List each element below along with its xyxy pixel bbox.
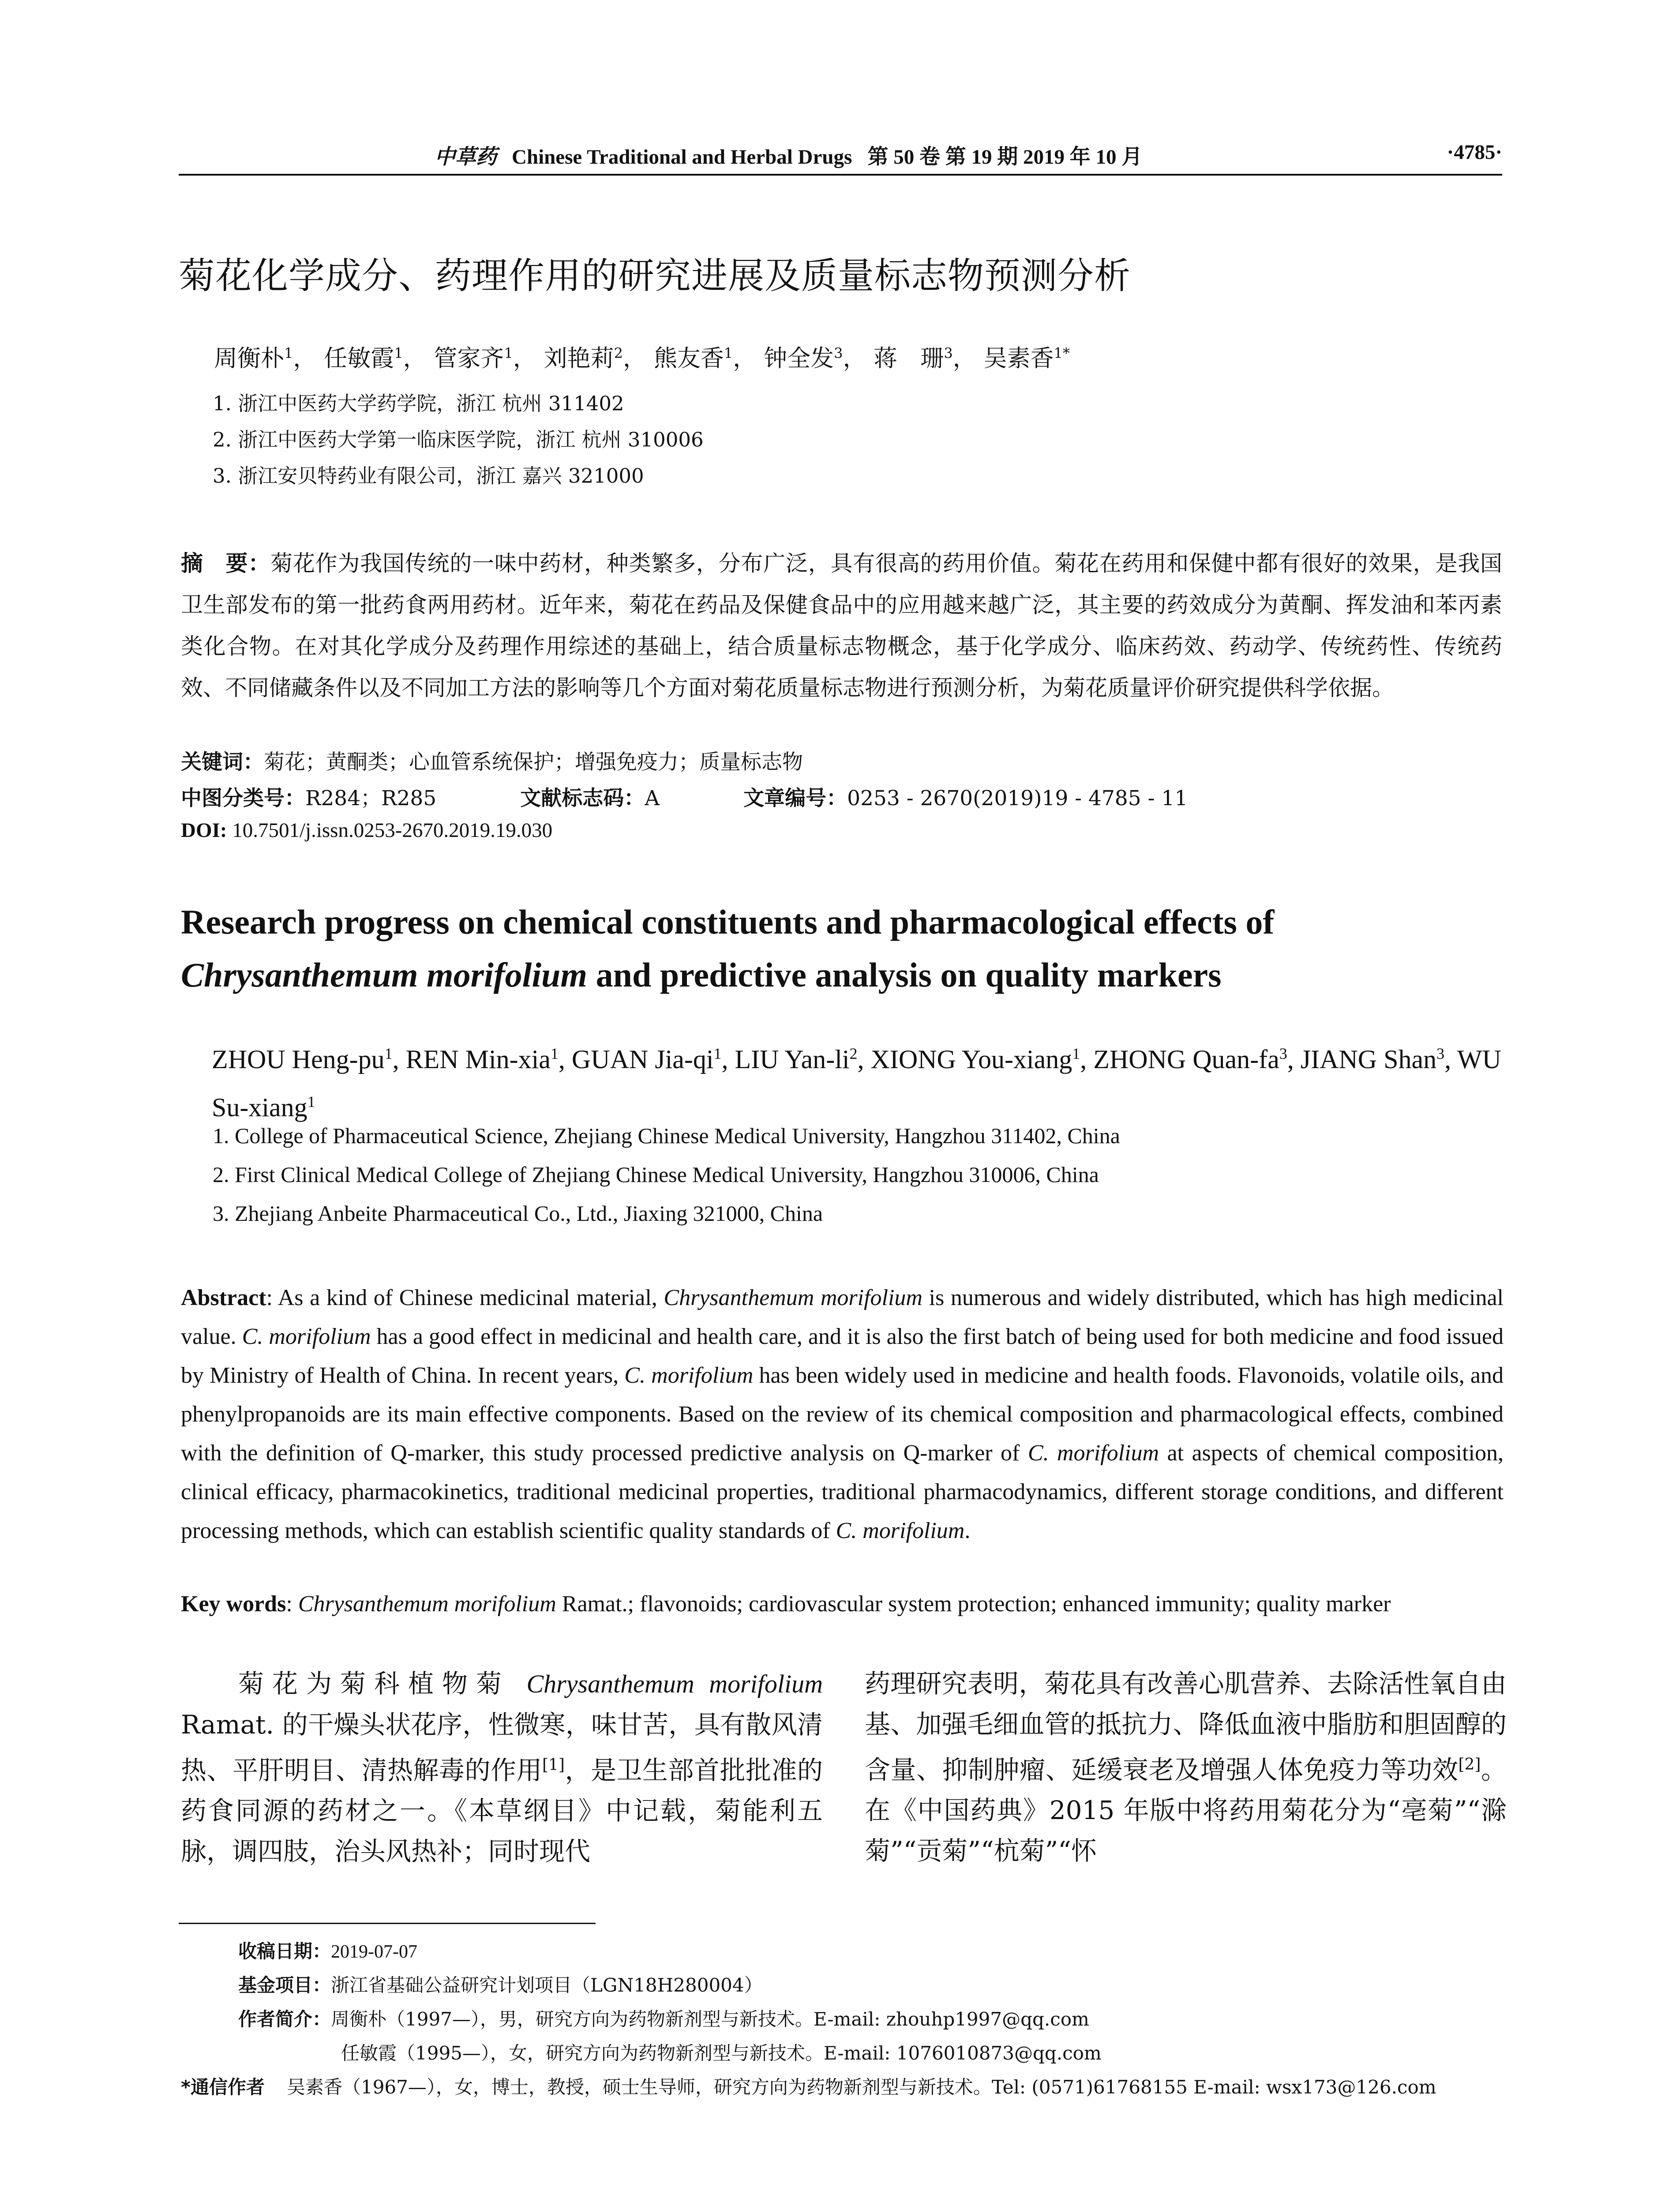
abstract-text-en: : As a kind of Chinese medicinal material, bbox=[266, 1285, 664, 1310]
species-name: Chrysanthemum morifolium bbox=[298, 1591, 556, 1617]
received-label: 收稿日期： bbox=[238, 1940, 331, 1962]
species-name: Chrysanthemum morifolium bbox=[526, 1670, 823, 1698]
abstract-text-cn: 菊花作为我国传统的一味中药材，种类繁多，分布广泛，具有很高的药用价值。菊花在药用和保健中都有很好的效果，是我国卫生部发布的第一批药食两用药材。近年来，菊花在药品及保健食品中的应用越来越广泛，其主要的药效成分为黄酮、挥发油和苯丙素类化合物。在对其化学成分及药理作用综述的基础上，结合质量标志物概念，基于化学成分、临床药效、药动学、传统药性、传统药效、不同储藏条件以及不同加工方法的影响等几个方面对菊花质量标志物进行预测分析，为菊花质量评价研究提供科学依据。 bbox=[181, 551, 1503, 701]
keywords-cn bbox=[181, 746, 803, 775]
keywords-en bbox=[181, 1591, 1391, 1617]
page-number: ·4785· bbox=[1447, 141, 1502, 164]
journal-issue: 第 50 卷 第 19 期 2019 年 10 月 bbox=[867, 146, 1143, 169]
affiliation-en-2: 2. First Clinical Medical College of Zhejiang Chinese Medical University, Hangzhou 310006, China bbox=[213, 1162, 1099, 1187]
header-divider bbox=[179, 174, 1502, 176]
author-list-en: ZHOU Heng-$pu^1$, REN Min-xia$^1$, GUAN Jia-$qi^1$, LIU Yan-$li^2$, XIONG You-xiang$^1$, ZHONG Quan-$fa^3$, JIANG Shan$^3$, WU Su-xiang$^1$ bbox=[212, 1045, 1501, 1122]
body-text: 。在《中国药典》2015 年版中将药用菊花分为“亳菊”“滁菊”“贡菊”“杭菊”“怀 bbox=[865, 1755, 1507, 1866]
doi-label: DOI: bbox=[181, 819, 227, 842]
abstract-label-cn: 摘 要： bbox=[181, 551, 271, 576]
body-column-left bbox=[181, 1663, 823, 1872]
author-affiliation-mark: 1 bbox=[394, 345, 403, 362]
author-affiliation-mark: 1 bbox=[713, 1045, 722, 1062]
keywords-text-en: Ramat.; flavonoids; cardiovascular system protection; enhanced immunity; quality marker bbox=[556, 1591, 1391, 1617]
species-name: C. morifolium bbox=[1028, 1441, 1159, 1466]
author-name-en: WU Su-xiang bbox=[212, 1045, 1501, 1122]
author-affiliation-mark: 3 bbox=[944, 345, 953, 362]
author-affiliation-mark: 1 bbox=[724, 345, 733, 362]
journal-header bbox=[435, 140, 1142, 170]
affiliation-en-1: 1. College of Pharmaceutical Science, Zhejiang Chinese Medical University, Hangzhou 311402, China bbox=[213, 1123, 1120, 1148]
author-affiliation-mark: 1 bbox=[504, 345, 513, 362]
species-name: Chrysanthemum morifolium bbox=[664, 1285, 922, 1310]
abstract-text-en: at aspects of chemical composition, clinical efficacy, pharmacokinetics, traditional medicinal properties, traditional pharmacodynamics, different storage conditions, and different processing methods, which can establish scientific quality standards of bbox=[181, 1441, 1504, 1543]
title-en-species: Chrysanthemum morifolium bbox=[181, 956, 588, 994]
footnote-corresponding bbox=[181, 2073, 1436, 2099]
fund-label: 基金项目： bbox=[238, 1974, 331, 1996]
author-bio-label: 作者简介： bbox=[238, 2008, 331, 2030]
body-text: ，是卫生部首批批准的药食同源的药材之一。《本草纲目》中记载，菊能利五脉，调四肢，治头风热补；同时现代 bbox=[181, 1755, 823, 1867]
author-name-en: ZHOU Heng-pu bbox=[212, 1045, 385, 1074]
body-text: 菊花为菊科植物菊 bbox=[238, 1669, 527, 1699]
body-column-right bbox=[865, 1663, 1507, 1871]
author-affiliation-mark: 1 bbox=[284, 345, 293, 362]
footnote-author-1 bbox=[238, 2005, 1089, 2031]
author-name-en: JIANG Shan bbox=[1300, 1045, 1437, 1074]
author-name-cn: 吴素香 bbox=[983, 345, 1054, 372]
corresponding-text: 吴素香（1967—），女，博士，教授，硕士生导师，研究方向为药物新剂型与新技术。Tel: (0571)61768155 E-mail: wsx173@126.com bbox=[286, 2076, 1436, 2098]
author-affiliation-mark: 1 bbox=[1072, 1045, 1080, 1062]
species-name: C. morifolium bbox=[242, 1324, 371, 1349]
abstract-text-en: has been widely used in medicine and health foods. Flavonoids, volatile oils, and phenylpropanoids are its main effective components. Based on the review of its chemical composition and pharmacological effects, combined with the definition of Q-marker, this study processed predictive analysis on Q-marker of bbox=[181, 1363, 1504, 1466]
author-name-en: REN Min-xia bbox=[405, 1045, 551, 1074]
footnote-received bbox=[238, 1937, 417, 1963]
affiliation-en-3: 3. Zhejiang Anbeite Pharmaceutical Co., Ltd., Jiaxing 321000, China bbox=[213, 1201, 823, 1226]
author-name-cn: 管家齐 bbox=[434, 345, 504, 372]
article-title-en bbox=[181, 896, 1504, 1002]
body-text: Ramat. 的干燥头状花序，性微寒，味甘苦，具有散风清热、平肝明目、清热解毒的作用 bbox=[181, 1710, 823, 1786]
footnote-fund bbox=[238, 1971, 763, 1997]
author-name-en: GUAN Jia-qi bbox=[571, 1045, 714, 1074]
citation-ref[interactable]: [1] bbox=[542, 1756, 565, 1774]
journal-name-cn: 中草药 bbox=[435, 145, 497, 169]
author-affiliation-mark: 1 bbox=[307, 1093, 315, 1111]
citation-ref[interactable]: [2] bbox=[1458, 1756, 1481, 1774]
abstract-text-en: is numerous and widely distributed, which has high medicinal value. bbox=[181, 1285, 1504, 1349]
author-name-cn: 周衡朴 bbox=[214, 345, 284, 372]
keywords-separator: : bbox=[286, 1591, 298, 1617]
doc-code-value: A bbox=[645, 786, 660, 810]
author-affiliation-mark: 2 bbox=[614, 345, 623, 362]
author-name-en: XIONG You-xiang bbox=[870, 1045, 1072, 1074]
author-name-en: LIU Yan-li bbox=[735, 1045, 850, 1074]
author-affiliation-mark: 1 bbox=[550, 1045, 559, 1062]
running-header bbox=[179, 140, 1502, 176]
clc-label: 中图分类号： bbox=[181, 786, 305, 810]
abstract-text-en: . bbox=[964, 1518, 971, 1543]
author-name-cn: 蒋 珊 bbox=[874, 345, 944, 372]
title-en-line1: Research progress on chemical constituents and pharmacological effects of bbox=[181, 903, 1275, 941]
title-en-line2: and predictive analysis on quality markers bbox=[587, 956, 1222, 994]
author-name-cn: 钟全发 bbox=[764, 345, 834, 372]
author-name-cn: 熊友香 bbox=[653, 345, 724, 372]
author-affiliation-mark: 3 bbox=[834, 345, 843, 362]
author-affiliation-mark: 3 bbox=[1436, 1045, 1445, 1062]
article-title-cn: 菊花化学成分、药理作用的研究进展及质量标志物预测分析 bbox=[179, 255, 1131, 297]
keywords-text-cn: 菊花；黄酮类；心血管系统保护；增强免疫力；质量标志物 bbox=[264, 750, 803, 774]
author-name-cn: 任敏霞 bbox=[324, 345, 394, 372]
affiliation-cn-1: 1. 浙江中医药大学药学院，浙江 杭州 311402 bbox=[213, 392, 624, 415]
keywords-label-en: Key words bbox=[181, 1591, 286, 1617]
author-affiliation-mark: 2 bbox=[849, 1045, 858, 1062]
species-name: C. morifolium bbox=[624, 1363, 754, 1388]
clc-value: R284；R285 bbox=[305, 786, 437, 810]
corresponding-label: *通信作者 bbox=[181, 2076, 265, 2098]
classification-line bbox=[181, 782, 1188, 811]
author-affiliation-mark: 3 bbox=[1279, 1045, 1287, 1062]
keywords-label-cn: 关键词： bbox=[181, 750, 264, 774]
article-number-value: 0253 - 2670(2019)19 - 4785 - 11 bbox=[847, 786, 1188, 810]
fund-text: 浙江省基础公益研究计划项目（LGN18H280004） bbox=[331, 1974, 763, 1996]
doi-value: 10.7501/j.issn.0253-2670.2019.19.030 bbox=[227, 819, 553, 842]
author-name-en: ZHONG Quan-fa bbox=[1093, 1045, 1279, 1074]
article-number-label: 文章编号： bbox=[743, 786, 848, 810]
footnote-divider bbox=[179, 1923, 596, 1924]
received-date: 2019-07-07 bbox=[331, 1942, 417, 1962]
doi-line bbox=[181, 818, 552, 842]
footnote-author-2: 任敏霞（1995—），女，研究方向为药物新剂型与新技术。E-mail: 1076010873@qq.com bbox=[341, 2042, 1102, 2064]
abstract-en bbox=[181, 1279, 1504, 1550]
journal-name-en: Chinese Traditional and Herbal Drugs bbox=[512, 146, 852, 169]
author-name-cn: 刘艳莉 bbox=[544, 345, 614, 372]
author-bio-1: 周衡朴（1997—），男，研究方向为药物新剂型与新技术。E-mail: zhouhp1997@qq.com bbox=[331, 2008, 1089, 2030]
abstract-label-en: Abstract bbox=[181, 1285, 266, 1310]
abstract-text-en: has a good effect in medicinal and health care, and it is also the first batch of being used for both medicine and food issued by Ministry of Health of China. In recent years, bbox=[181, 1324, 1504, 1388]
abstract-cn bbox=[181, 543, 1502, 709]
doc-code-label: 文献标志码： bbox=[520, 786, 645, 810]
author-affiliation-mark: 1 bbox=[384, 1045, 393, 1062]
species-name: C. morifolium bbox=[836, 1518, 965, 1543]
author-affiliation-mark: 1* bbox=[1054, 345, 1070, 362]
author-list-cn: 周衡朴$^1$， 任敏霞$^1$， 管家齐$^1$， 刘艳莉$^2$， 熊友香$^1$， 钟全发$^3$， 蒋 珊$^3$， 吴素香$^{1*}$ bbox=[214, 345, 1070, 372]
affiliation-cn-3: 3. 浙江安贝特药业有限公司，浙江 嘉兴 321000 bbox=[213, 464, 644, 488]
body-text: 药理研究表明，菊花具有改善心肌营养、去除活性氧自由基、加强毛细血管的抵抗力、降低血液中脂肪和胆固醇的含量、抑制肿瘤、延缓衰老及增强人体免疫力等功效 bbox=[865, 1669, 1507, 1785]
affiliation-cn-2: 2. 浙江中医药大学第一临床医学院，浙江 杭州 310006 bbox=[213, 428, 704, 451]
